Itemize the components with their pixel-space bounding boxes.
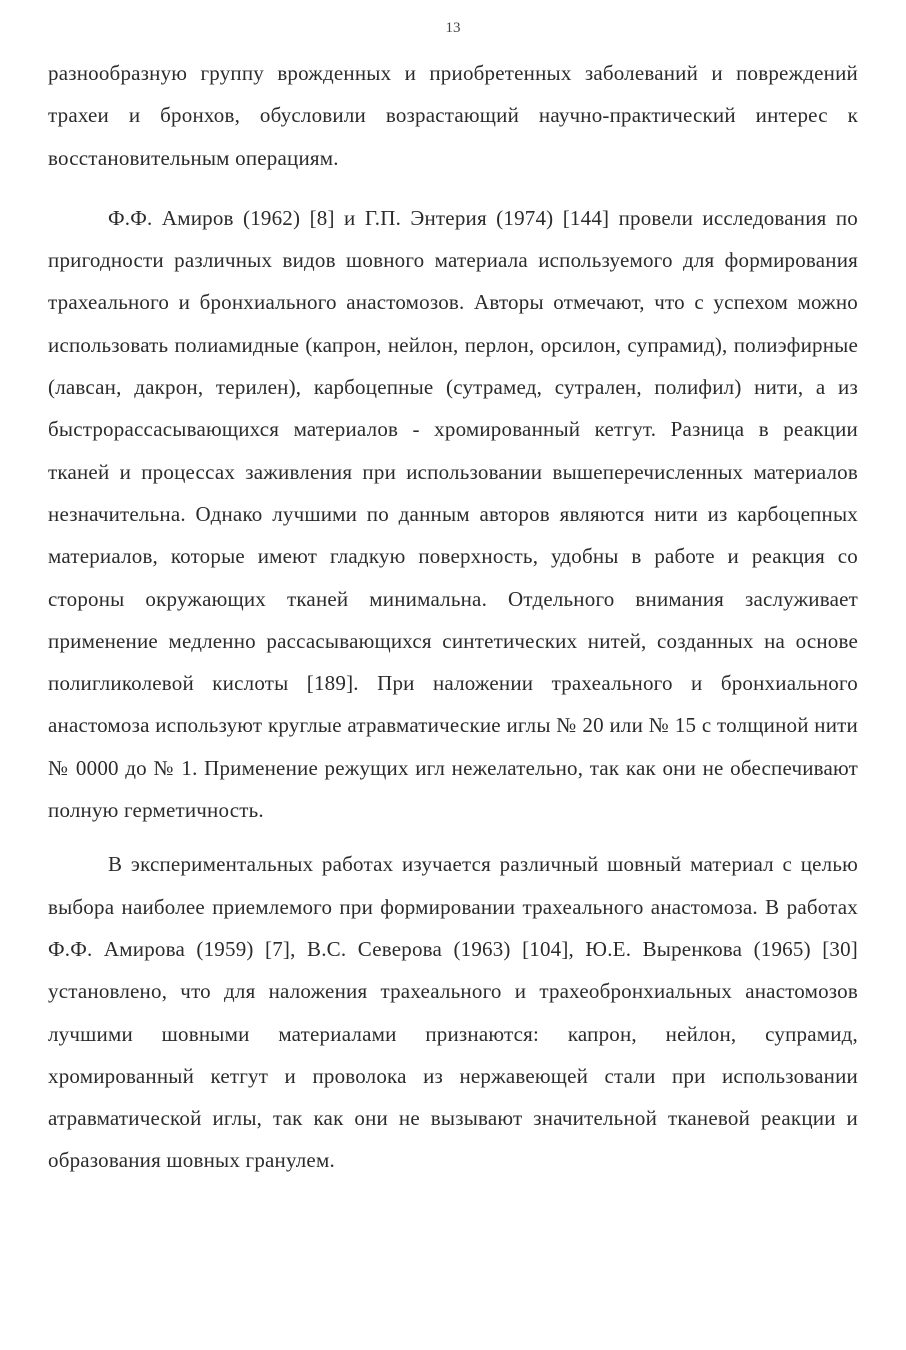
page-number: 13 [445,20,461,36]
paragraph-suture-materials-review: Ф.Ф. Амиров (1962) [8] и Г.П. Энтерия (1974) [144] провели исследования по пригодности различных видов шовного материала используемого для формирования трахеального и бронхиального анастомозов. Авторы отмечают, что с успехом можно использовать полиамидные (капрон, нейлон, перлон, орсилон, супрамид), полиэфирные (лавсан, дакрон, терилен), карбоцепные (сутрамед, сутрален, полифил) нити, а из быстрорассасывающихся материалов - хромированный кетгут. Разница в реакции тканей и процессах заживления при использовании вышеперечисленных материалов незначительна. Однако лучшими по данным авторов являются нити из карбоцепных материалов, которые имеют гладкую поверхность, удобны в работе и реакция со стороны окружающих тканей минимальна. Отдельного внимания заслуживает применение медленно рассасывающихся синтетических нитей, созданных на основе полигликолевой кислоты [189]. При наложении трахеального и бронхиального анастомоза используют круглые атравматические иглы № 20 или № 15 с толщиной нити № 0000 до № 1. Применение режущих игл нежелательно, так как они не обеспечивают полную герметичность. [48,205,858,823]
document-body [48,52,858,1182]
paragraph-intro-continuation: разнообразную группу врожденных и приобретенных заболеваний и повреждений трахеи и бронхов, обусловили возрастающий научно-практический интерес к восстановительным операциям. [48,61,858,170]
paragraph-experimental-works: В экспериментальных работах изучается различный шовный материал с целью выбора наиболее приемлемого при формировании трахеального анастомоза. В работах Ф.Ф. Амирова (1959) [7], В.С. Северова (1963) [104], Ю.Е. Выренкова (1965) [30] установлено, что для наложения трахеального и трахеобронхиальных анастомозов лучшими шовными материалами признаются: капрон, нейлон, супрамид, хромированный кетгут и проволока из нержавеющей стали при использовании атравматической иглы, так как они не вызывают значительной тканевой реакции и образования шовных гранулем. [48,852,858,1173]
